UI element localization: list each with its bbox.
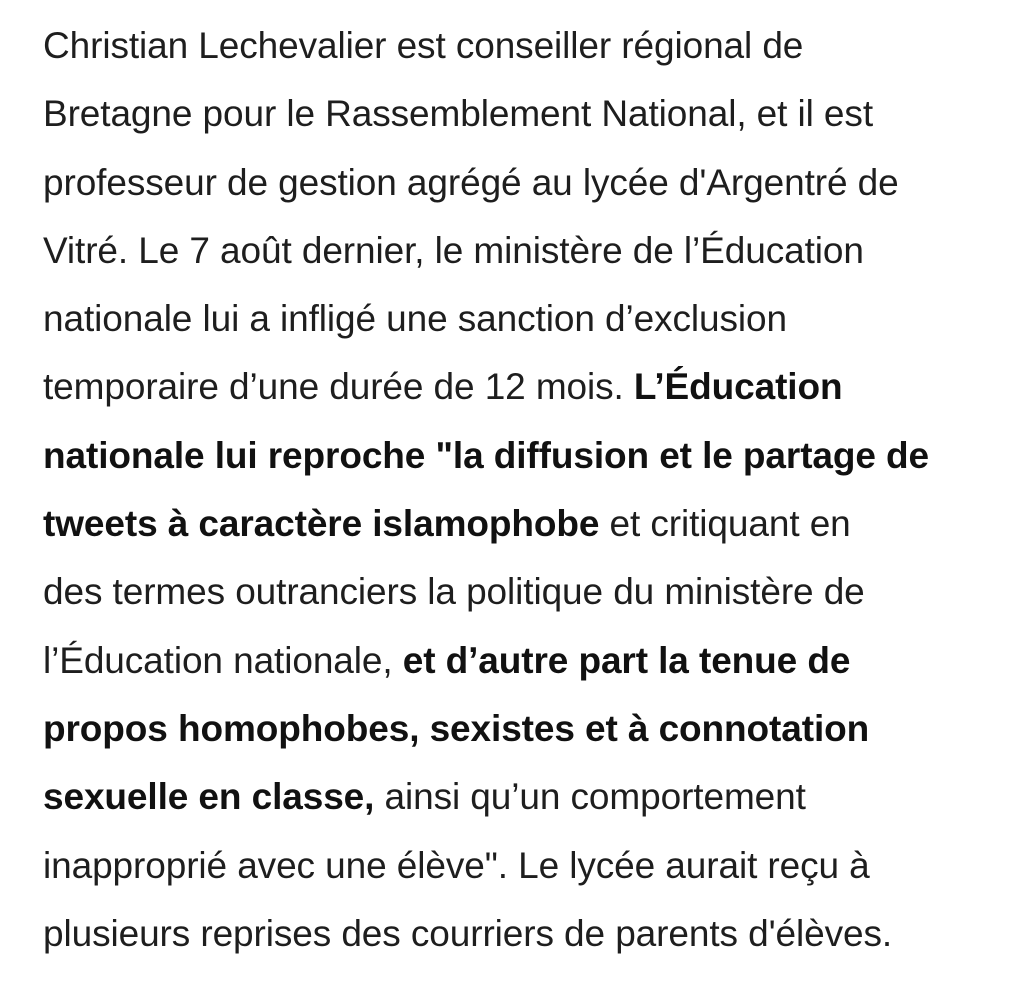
text-line — [43, 285, 993, 353]
text-line — [43, 627, 993, 695]
text-line — [43, 80, 993, 148]
text-segment: ainsi qu’un comportement — [374, 776, 806, 818]
text-line — [43, 149, 993, 217]
text-segment: Christian Lechevalier est conseiller régional de — [43, 25, 804, 66]
text-line — [43, 217, 993, 285]
text-line — [43, 832, 993, 900]
bold-text-segment: tweets à caractère islamophobe — [43, 503, 600, 545]
text-segment: inapproprié avec une élève". Le lycée aurait reçu à — [43, 844, 870, 886]
text-segment: temporaire d’une durée de 12 mois. — [43, 366, 634, 408]
bold-text-segment: et d’autre part la tenue de — [402, 639, 851, 681]
bold-text-segment: sexuelle en classe, — [43, 776, 375, 818]
article-paragraph — [43, 12, 993, 968]
text-line — [43, 763, 993, 831]
text-line — [43, 900, 993, 968]
text-segment: et critiquant en — [599, 503, 851, 545]
text-segment: l’Éducation nationale, — [43, 639, 403, 681]
text-segment: Bretagne pour le Rassemblement National, et il est — [43, 93, 873, 135]
text-segment: des termes outranciers la politique du ministère de — [43, 571, 865, 613]
text-segment: professeur de gestion agrégé au lycée d'Argentré de — [43, 161, 899, 203]
text-line — [43, 422, 993, 490]
text-line — [43, 558, 993, 626]
text-line — [43, 695, 993, 763]
text-segment: Vitré. Le 7 août dernier, le ministère de l’Éducation — [43, 229, 864, 271]
bold-text-segment: nationale lui reproche "la diffusion et le partage de — [43, 434, 930, 476]
text-segment: nationale lui a infligé une sanction d’exclusion — [43, 298, 787, 340]
text-segment: plusieurs reprises des courriers de parents d'élèves. — [43, 912, 893, 954]
text-line — [43, 490, 993, 558]
bold-text-segment: L’Éducation — [633, 366, 843, 408]
text-line — [43, 353, 993, 421]
bold-text-segment: propos homophobes, sexistes et à connotation — [43, 707, 870, 749]
text-line — [43, 12, 993, 80]
